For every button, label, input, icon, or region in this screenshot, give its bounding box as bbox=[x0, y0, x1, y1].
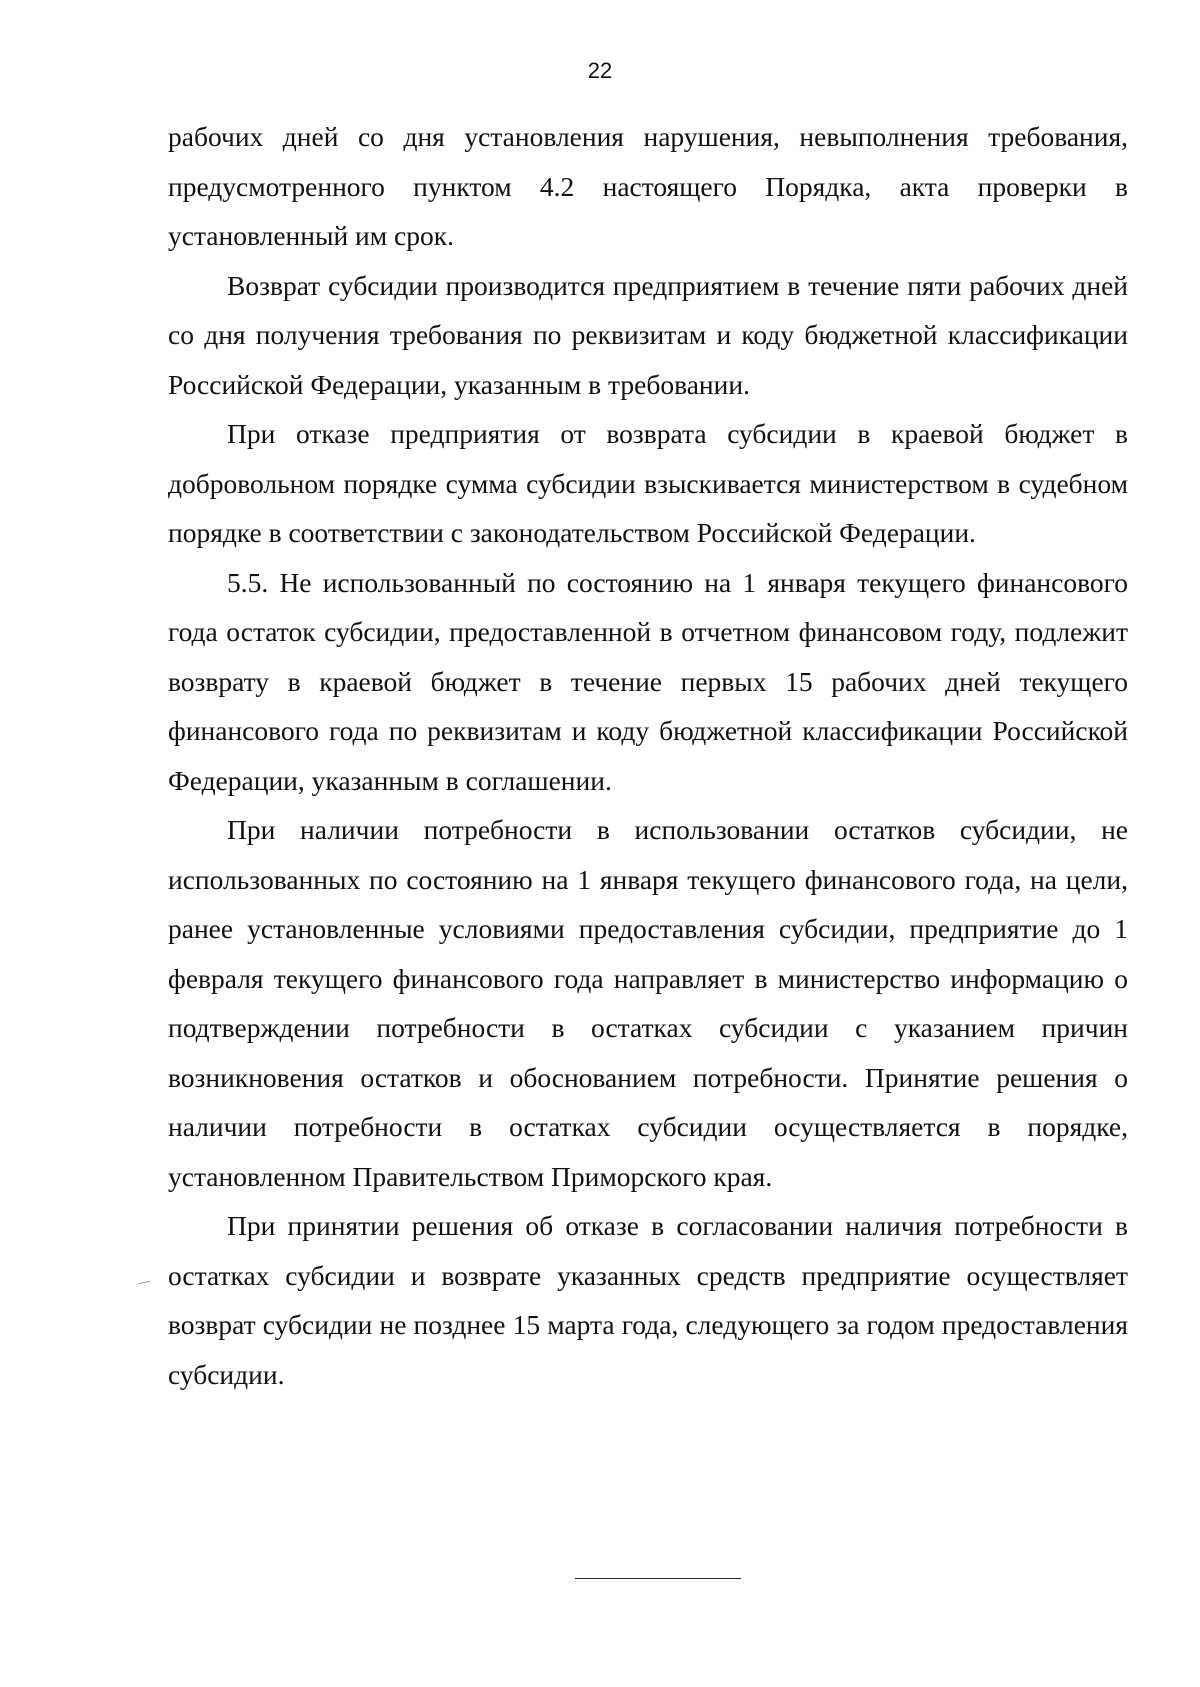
document-body bbox=[168, 112, 1128, 1399]
paragraph-balance-need: При наличии потребности в использовании остатков субсидии, не использованных по состоянию на 1 января текущего финансового года, на цели, ранее установленные условиями предоставления субсидии, предприятие до 1 февраля текущего финансового года направляет в министерство информацию о подтверждении потребности в остатках субсидии с указанием причин возникновения остатков и обоснованием потребности. Принятие решения о наличии потребности в остатках субсидии осуществляется в порядке, установленном Правительством Приморского края. bbox=[168, 814, 1128, 1192]
paragraph-refusal-recovery: При отказе предприятия от возврата субсидии в краевой бюджет в добровольном порядке сумма субсидии взыскивается министерством в судебном порядке в соответствии с законодательством Российской Федерации. bbox=[168, 418, 1128, 548]
paragraph-continuation: рабочих дней со дня установления нарушения, невыполнения требования, предусмотренного пунктом 4.2 настоящего Порядка, акта проверки в установленный им срок. bbox=[168, 121, 1128, 251]
end-of-text-rule bbox=[575, 1578, 741, 1579]
paragraph-refusal-return: При принятии решения об отказе в согласовании наличия потребности в остатках субсидии и возврате указанных средств предприятие осуществляет возврат субсидии не позднее 15 марта года, следующего за годом предоставления субсидии. bbox=[168, 1210, 1128, 1390]
page-number: 22 bbox=[587, 58, 613, 83]
paragraph-refund-procedure: Возврат субсидии производится предприятием в течение пяти рабочих дней со дня получения требования по реквизитам и коду бюджетной классификации Российской Федерации, указанным в требовании. bbox=[168, 269, 1128, 400]
paragraph-section-5-5: 5.5. Не использованный по состоянию на 1 января текущего финансового года остаток субсидии, предоставленной в отчетном финансовом году, подлежит возврату в краевой бюджет в течение первых 15 рабочих дней текущего финансового года по реквизитам и коду бюджетной классификации Российской Федерации, указанным в соглашении. bbox=[168, 566, 1128, 796]
scan-artifact-mark bbox=[138, 1281, 150, 1284]
